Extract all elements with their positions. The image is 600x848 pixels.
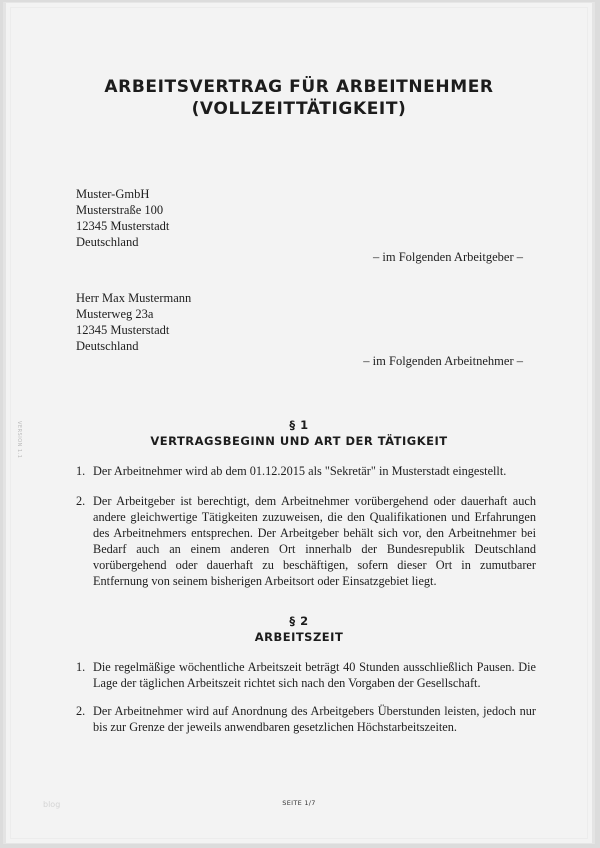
clause-text: Die regelmäßige wöchentliche Arbeitszeit beträgt 40 Stunden ausschließlich Pausen. Die Lage der täglichen Arbeitszeit richtet sich nach den Vorgaben der Gesellschaft.: [93, 660, 536, 690]
employee-role: – im Folgenden Arbeitnehmer –: [363, 354, 523, 368]
section-1-number: § 1: [289, 418, 309, 432]
employee-address: [76, 290, 191, 354]
clause-number: 2.: [76, 494, 86, 508]
section-2-heading: [6, 613, 592, 645]
clause-number: 1.: [76, 660, 86, 674]
clause-text: Der Arbeitnehmer wird ab dem 01.12.2015 als "Sekretär" in Musterstadt eingestellt.: [93, 464, 507, 478]
document-title: [6, 76, 592, 120]
employer-city: 12345 Musterstadt: [76, 219, 170, 233]
employee-country: Deutschland: [76, 339, 139, 353]
employer-street: Musterstraße 100: [76, 203, 164, 217]
employee-name: Herr Max Mustermann: [76, 291, 192, 305]
title-line-2: (VOLLZEITTÄTIGKEIT): [191, 99, 407, 119]
section-1-title: VERTRAGSBEGINN UND ART DER TÄTIGKEIT: [150, 434, 448, 448]
watermark-text: blog: [43, 800, 61, 809]
clause-text: Der Arbeitgeber ist berechtigt, dem Arbeitnehmer vorübergehend oder dauerhaft auch andere gleichwertige Tätigkeiten zuzuweisen, die den Qualifikationen und Erfahrungen des Arbeitnehmers entsprechen. Der Arbeitgeber behält sich vor, den Arbeitnehmer bei Bedarf auch an einem anderen Ort innerhalb der Bundesrepublik Deutschland vorübergehend oder dauerhaft zu beschäftigen, sofern dieser Ort in zumutbarer Entfernung von seinem bisherigen Arbeitsort oder Einsatzgebiet liegt.: [93, 494, 536, 588]
employer-role: – im Folgenden Arbeitgeber –: [373, 250, 523, 264]
page-number: SEITE 1/7: [282, 799, 316, 807]
section-2-clause-2: [76, 703, 536, 735]
document-page: [3, 2, 595, 844]
section-1-clause-1: [76, 463, 536, 479]
clause-text: Der Arbeitnehmer wird auf Anordnung des Arbeitgebers Überstunden leisten, jedoch nur bis zur Grenze der jeweils anwendbaren gesetzlichen Höchstarbeitszeiten.: [93, 704, 536, 734]
employer-address: [76, 186, 169, 250]
employer-country: Deutschland: [76, 235, 139, 249]
section-2-title: ARBEITSZEIT: [254, 630, 344, 644]
section-2-number: § 2: [289, 614, 309, 628]
employer-name: Muster-GmbH: [76, 187, 150, 201]
section-1-heading: [6, 417, 592, 449]
version-label: VERSION 1.1: [16, 421, 22, 459]
clause-number: 2.: [76, 704, 86, 718]
title-line-1: ARBEITSVERTRAG FÜR ARBEITNEHMER: [104, 77, 494, 97]
employee-street: Musterweg 23a: [76, 307, 154, 321]
section-2-clause-1: [76, 659, 536, 691]
employee-city: 12345 Musterstadt: [76, 323, 170, 337]
section-1-clause-2: [76, 493, 536, 589]
clause-number: 1.: [76, 464, 86, 478]
